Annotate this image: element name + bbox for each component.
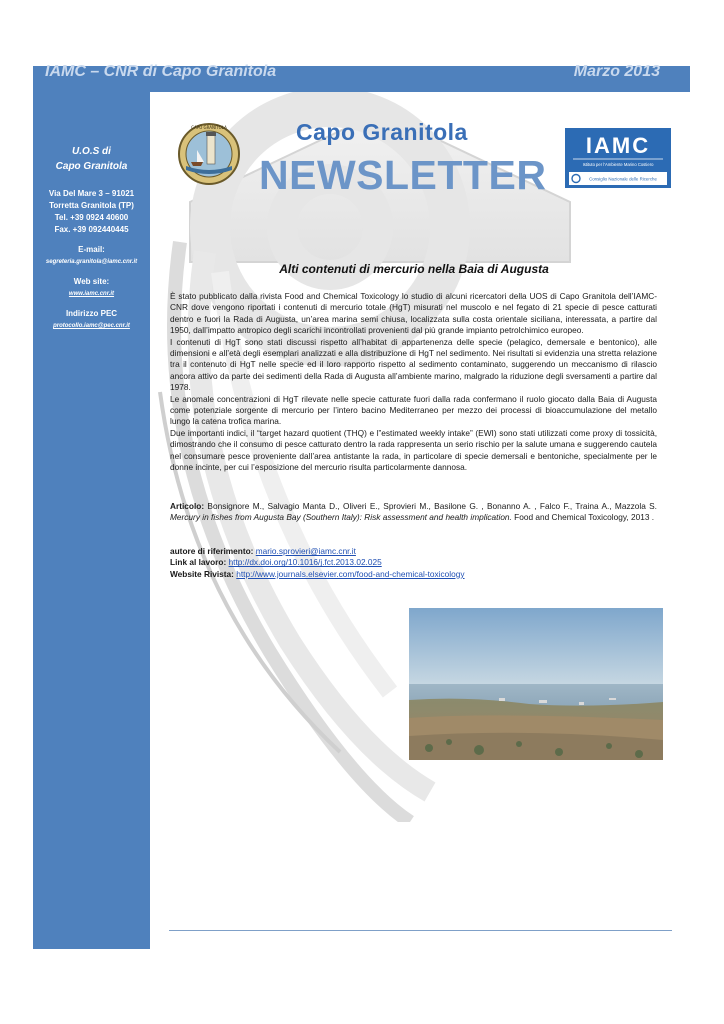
doi-row xyxy=(170,557,657,568)
iamc-cnr-logo xyxy=(565,128,671,188)
pec-label: Indirizzo PEC xyxy=(65,309,118,318)
doi-label: Link al lavoro: xyxy=(170,557,227,568)
address-street: Via Del Mare 3 – 91021 xyxy=(48,189,135,198)
article-links xyxy=(170,546,657,580)
email-address[interactable]: segreteria.granitola@iamc.cnr.it xyxy=(45,259,138,265)
sidebar-unit xyxy=(33,144,150,174)
journal-site-row xyxy=(170,569,657,580)
fax-number: Fax. +39 092440445 xyxy=(54,225,129,234)
sidebar-address xyxy=(33,188,150,236)
article-title: Alti contenuti di mercurio nella Baia di Augusta xyxy=(279,262,549,276)
iamc-wordmark: IAMC xyxy=(585,133,651,158)
sidebar-pec xyxy=(33,308,150,332)
contact-email-link[interactable]: mario.sprovieri@iamc.cnr.it xyxy=(255,546,356,556)
article-paragraph: Le anomale concentrazioni di HgT rilevate nelle specie catturate fuori dalla rada confermano il ruolo giocato dalla Baia di Augusta come potenziale sorgente di mercurio per l’intero bacino Mediterraneo per mezzo dei processi di bioaccumulazione del metallo lungo la catena trofica marina. xyxy=(170,393,657,427)
seal-lettering: CAPO GRANITOLA xyxy=(191,125,227,130)
header-institute: IAMC – CNR di Capo Granitola xyxy=(45,63,277,80)
contact-row xyxy=(170,546,657,557)
doi-link[interactable]: http://dx.doi.org/10.1016/j.fct.2013.02.025 xyxy=(228,557,382,568)
sidebar xyxy=(33,92,150,949)
augusta-bay-photo xyxy=(409,608,663,760)
article-paragraph: È stato pubblicato dalla rivista Food and Chemical Toxicology lo studio di alcuni ricercatori della UOS di Capo Granitola dell’IAMC-CNR dove vengono riportati i contenuti di mercurio totale (HgT) misurati nel muscolo e nel fegato di 21 specie di pesce catturati dentro e fuori la Rada di Augusta, un’area marina semi chiusa, localizzata sulla costa orientale siciliana, interessata, a partire dal 1950, dall’impatto antropico degli scarichi incontrollati provenienti dal più grande impianto petrolchimico europeo. xyxy=(170,291,657,336)
masthead-title: Capo Granitola xyxy=(296,119,468,145)
reference-journal: Food and Chemical Toxicology, 2013 . xyxy=(511,512,655,523)
reference-label: Articolo: xyxy=(170,501,205,511)
journal-site-label: Website Rivista: xyxy=(170,568,234,579)
article-paragraph: Due importanti indici, il “target hazard quotient (THQ) e l”estimated weekly intake” (EWI) sono stati utilizzati come proxy di tossicità, dimostrando che il consumo di pesce catturato dentro la rada rappresenta un serio rischio per la salute umana e suggerendo cautela nel consumare pesce proveniente dall’area antistante la rada, in particolare di specie demersali e bentoniche, specialmente per le donne incinte, per cui l’esposizione del mercurio risulta particolarmente dannosa. xyxy=(170,427,657,473)
address-city: Torretta Granitola (TP) xyxy=(49,201,134,210)
website-label: Web site: xyxy=(73,277,110,286)
unit-label: U.O.S di xyxy=(72,146,111,157)
email-label: E-mail: xyxy=(78,245,105,254)
pec-link[interactable]: protocollo.iamc@pec.cnr.it xyxy=(53,323,130,329)
footer-divider xyxy=(169,930,672,931)
masthead-newsletter: NEWSLETTER xyxy=(259,152,547,198)
article-body xyxy=(170,291,657,474)
svg-text:Consiglio Nazionale delle Rice: Consiglio Nazionale delle Ricerche xyxy=(589,176,657,182)
unit-name: Capo Granitola xyxy=(55,161,128,172)
reference-authors: Bonsignore M., Salvagio Manta D., Oliveri E., Sprovieri M., Basilone G. , Bonanno A. , Falco F., Traina A., Mazzola S. xyxy=(204,501,657,511)
capo-granitola-seal-logo xyxy=(177,122,241,202)
header-band xyxy=(33,63,690,92)
reference-title: Mercury in fishes from Augusta Bay (Southern Italy): Risk assessment and health implication. xyxy=(170,512,512,523)
contact-label: autore di riferimento: xyxy=(170,546,254,556)
article-reference xyxy=(170,501,657,524)
journal-site-link[interactable]: http://www.journals.elsevier.com/food-and-chemical-toxicology xyxy=(236,568,465,579)
website-link[interactable]: www.iamc.cnr.it xyxy=(68,291,115,297)
sidebar-website xyxy=(33,276,150,300)
svg-text:Istituto per l'Ambiente Marino: Istituto per l'Ambiente Marino Costiero xyxy=(582,162,654,167)
article-paragraph: I contenuti di HgT sono stati discussi rispetto all’habitat di appartenenza delle specie (pelagico, demersale e bentonico), alle dimensioni e all’età degli esemplari analizzati e alla distribuzione di HgT nel sedimento. Nei risultati si evidenzia una stretta relazione tra il contenuto di HgT nelle specie ed il loro rapporto rispetto al sedimento contaminato, suggerendo un meccanismo di rilascio ancora attivo da parte dei sedimenti della Rada di Augusta all’ambiente marino, malgrado la riduzione degli sversamenti a partire dal 1978. xyxy=(170,336,657,393)
phone-number: Tel. +39 0924 40600 xyxy=(54,213,129,222)
header-date: Marzo 2013 xyxy=(573,63,660,80)
sidebar-email xyxy=(33,244,150,268)
